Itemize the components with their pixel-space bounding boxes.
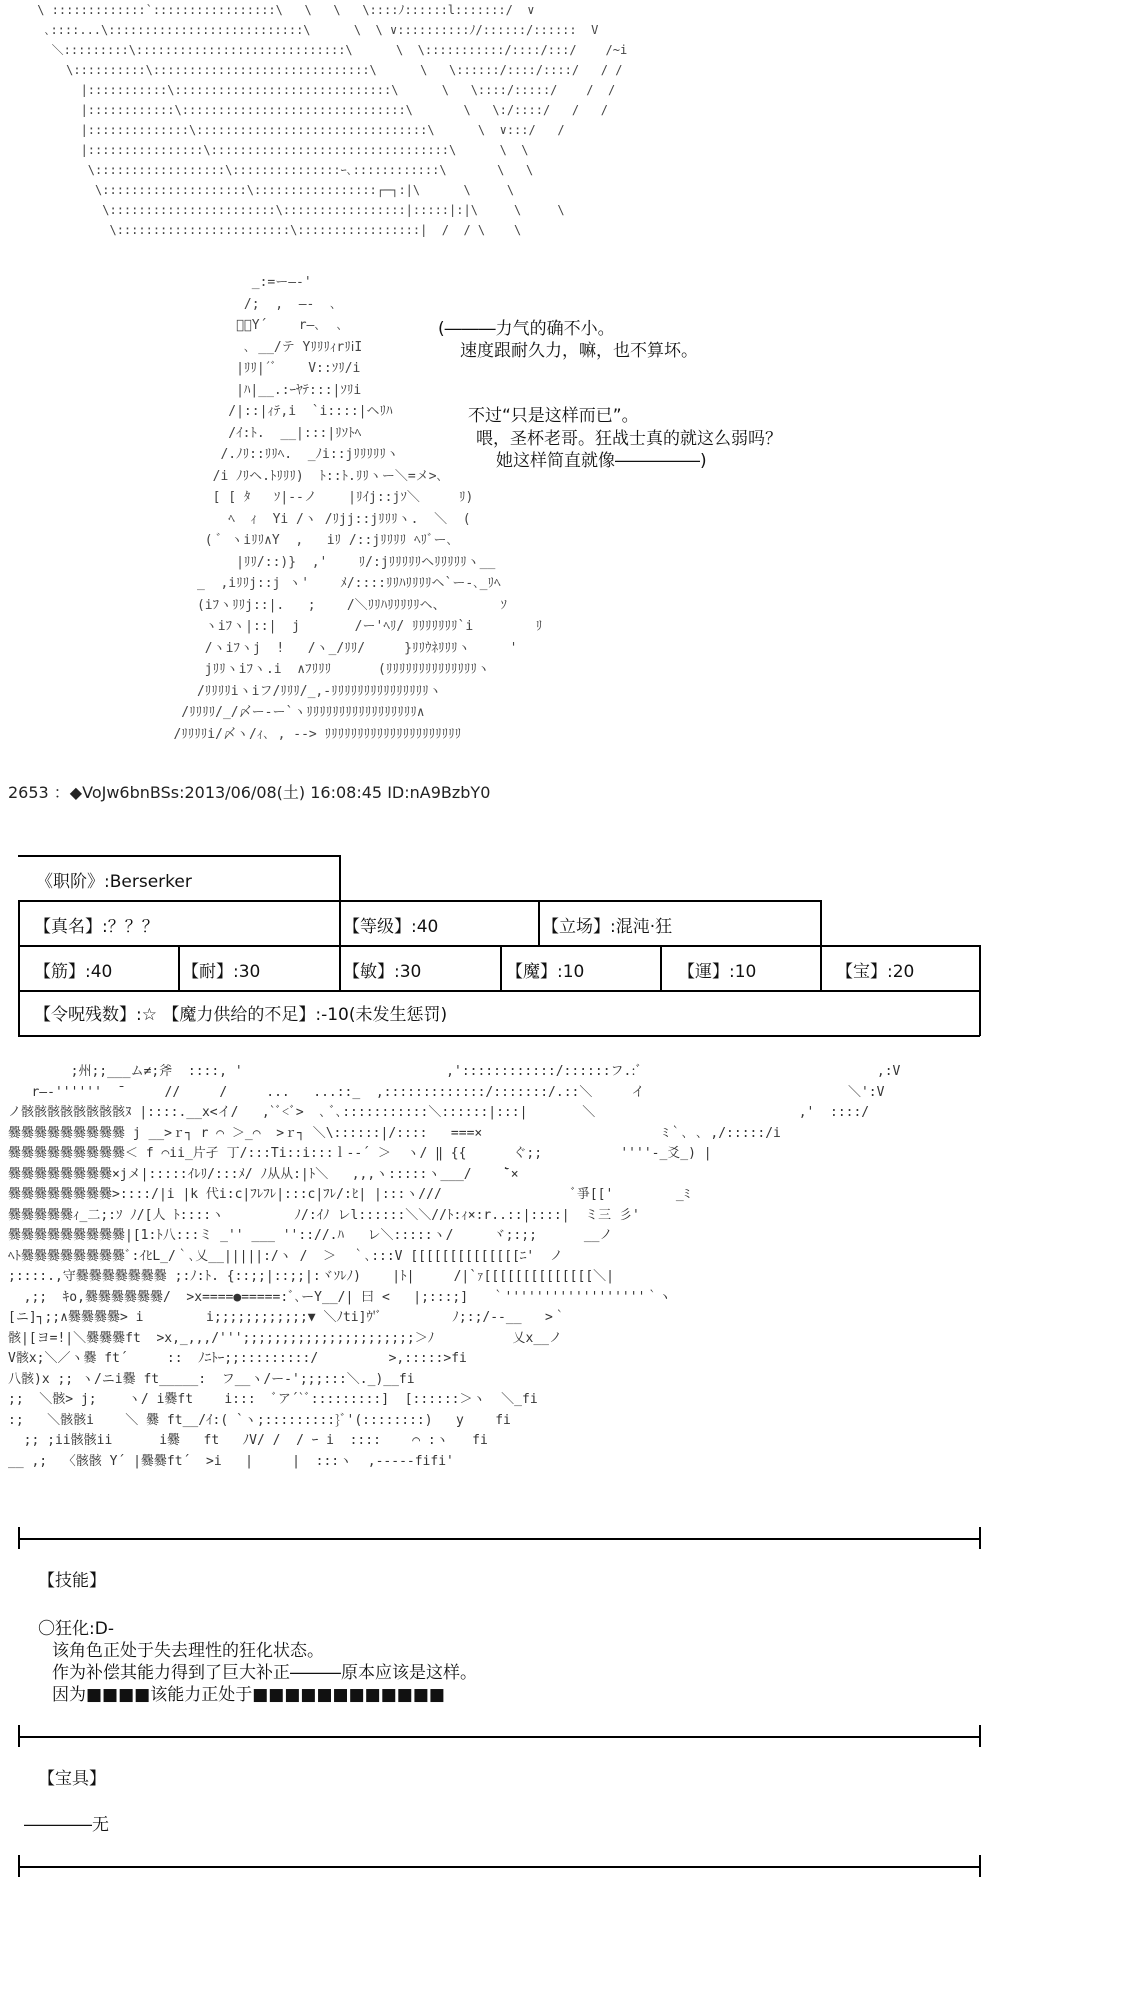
status-luck: 【運】:10 — [678, 962, 757, 982]
section-rule — [18, 1736, 980, 1738]
table-rule — [979, 990, 981, 1036]
noble-phantasm-value: ――――无 — [24, 1815, 109, 1835]
section-rule — [979, 1855, 981, 1877]
status-noble-phantasm: 【宝】:20 — [836, 962, 915, 982]
dialogue-line: 不过“只是这样而已”。 — [468, 406, 639, 426]
section-rule — [18, 1855, 20, 1877]
status-command-spells: 【令呪残数】:☆ 【魔力供给的不足】:-10(未发生惩罚) — [34, 1005, 448, 1025]
section-rule — [979, 1527, 981, 1549]
skill-desc-line: 因为■■■■该能力正处于■■■■■■■■■■■■ — [52, 1685, 445, 1705]
status-magic: 【魔】:10 — [506, 962, 585, 982]
table-rule — [660, 945, 662, 991]
status-class: 《职阶》:Berserker — [36, 872, 192, 892]
section-rule — [18, 1527, 20, 1549]
ascii-art-top: \ :::::::::::::`:::::::::::::::::\ \ \ \::::ﾉ::::::l:::::::/ ∨ ､::::...\:::::::::::::::::::::::::::\ \ \ ∨::::::::::ﾉ/::::::/:::::: V ＼:::::::::\:::::::::::::::::::::::::::::\ \ \:::::::::::/::::/:::/ /~i \::::::::::\::::::::::::::::::::::::::::::\ \ \::::::/::::/::::/ / / |:::::::::::\::::::::::::::::::::::::::::::\ \ \::::/:::::/ / / |::::::::::::\:::::::::::::::::::::::::::::::\ \ \:/::::/ / / |::::::::::::::\::::::::::::::::::::::::::::::::\ \ ∨:::/ / |::::::::::::::::\:::::::::::::::::::::::::::::::::\ \ \ \::::::::::::::::::\:::::::::::::::ｰ､::::::::::::\ \ \ \::::::::::::::::::::\:::::::::::::::::┌─┐:|\ \ \ \:::::::::::::::::::::::\:::::::::::::::::|:::::|:|\ \ \ \::::::::::::::::::::::::\:::::::::::::::::| / / \ \ — [37, 3, 628, 237]
table-rule — [820, 900, 822, 946]
table-rule — [18, 900, 820, 902]
status-level: 【等级】:40 — [343, 917, 439, 937]
skill-desc-line: 作为补偿其能力得到了巨大补正―――原本应该是这样。 — [52, 1663, 477, 1683]
table-rule — [339, 855, 341, 901]
dialogue-line: 速度跟耐久力，嘛，也不算坏。 — [460, 341, 698, 361]
ascii-art-battle: ;州;;___ム≠;斧 ::::, ' ,'::::::::::::/::::::フ.:ﾞ ,:V r―-'''''' ̄ // / ... ...::_ ,:::::::::::::/:::::::/.::＼ イ ＼':V ノ骸骸骸骸骸骸骸骸ﾇ |::::.__x<イ/ ,`ﾞ<ﾞ> ､ ﾞ､:::::::::::＼::::::|:::| ＼ ,' ::::/ 爨爨爨爨爨爨爨爨爨 j __>ｒ┐ r ⌒ ＞_⌒ >ｒ┐ ＼\::::::|/:::: ===× ﾐ｀､ ､ ,/:::::/i 爨爨爨爨爨爨爨爨爨＜ f ⌒ii_片孑 丁/:::Ti::i:::ｌ--´ ＞ ヽ/ ‖ {{ ぐ;; ''''-_爻_) | 爨爨爨爨爨爨爨爨×jメ|:::::ｲﾚﾘ/:::ﾒ/ ﾉ从从:|ﾄ＼ ,,,ヽ:::::ヽ___/ ̄`× 爨爨爨爨爨爨爨爨>::::/|i |k 代i:c|ﾌﾚﾌﾚ|:::c|ﾌﾚ/:ﾋ| |:::ヽ/// ﾞ爭[[' _ﾐ 爨爨爨爨爨ｨ_二;:ｿ ﾉ/[人 ﾄ::::ヽ ﾉ/:ｲﾉ レl::::::＼＼//ﾄ:ｨ×:r..::|::::| ミ三 彡' 爨爨爨爨爨爨爨爨爨|[1:ﾄ八:::ミ _'' ___ '':://.ﾊ レ＼:::::ヽ/ ヾ;:;; __ノ ﾍﾄ爨爨爨爨爨爨爨爨ﾞ:ｲﾋL_/｀､乂__|||||:/ヽ / ＞ ｀､:::V [[[[[[[[[[[[[[ﾆ' ノ ;::::.,守爨爨爨爨爨爨爨 ;:ﾉ:ﾄ. {::;;|::;;|:ヾｿﾚﾉ) |ﾄ| /|`ｧ[[[[[[[[[[[[[[＼| ,;; ｷo,爨爨爨爨爨爨/ >x====●=====:ﾞ､ーY__/| 曰 < |;:::;] ｀''''''''''''''''''｀ヽ [ニ]┐;;∧爨爨爨爨> i i;;;;;;;;;;;;▼ ＼ﾉti]ｳ'ﾞ ﾉ;:;/--__ >｀ 骸|[ヨ=!|＼爨爨爨ft >x,_,,,/''';;;;;;;;;;;;;;;;;;;;;;＞ﾉ 乂x__ノ V骸x;＼／ヽ爨 ft´ :: ﾉﾆﾄｰ;;:::::::::/ >,:::::>fi 八骸)x ;; ヽ/ニi爨 ft_____: フ__ヽ/ー-';;;:::＼._)__fi ;; ＼骸> j; ヽ/ i爨ft i::: ﾞア´`ﾞ:::::::::] [::::::＞ヽ ＼_fi :; ＼骸骸i ＼ 爨 ft__/ｲ:( `ヽ;:::::::::}ﾞ'(::::::::) y fi ;; ;ii骸骸ii i爨 ft ﾉV/ / / ｰ i :::: ⌒ :ヽ fi __ ,; 〈骸骸 Y´ |爨爨ft´ >i | | :::ヽ ,-----fifi' — [8, 1064, 901, 1469]
noble-phantasm-title: 【宝具】 — [38, 1769, 106, 1789]
status-true-name: 【真名】:？？？ — [34, 917, 159, 937]
status-strength: 【筋】:40 — [34, 962, 113, 982]
section-rule — [18, 1538, 980, 1540]
status-endurance: 【耐】:30 — [182, 962, 261, 982]
section-rule — [18, 1866, 980, 1868]
dialogue-line: (―――力气的确不小。 — [438, 319, 615, 339]
table-rule — [339, 945, 341, 991]
dialogue-line: 她这样简直就像―――――) — [496, 451, 707, 471]
dialogue-line: 喂，圣杯老哥。狂战士真的就这么弱吗？ — [476, 429, 782, 449]
table-rule — [18, 855, 340, 857]
section-rule — [979, 1725, 981, 1747]
skill-name: 〇狂化:D- — [38, 1619, 114, 1639]
skills-title: 【技能】 — [38, 1571, 106, 1591]
table-rule — [18, 945, 980, 947]
table-rule — [18, 900, 20, 946]
table-rule — [538, 900, 540, 946]
table-rule — [500, 945, 502, 991]
table-rule — [18, 990, 980, 992]
status-alignment: 【立场】:混沌·狂 — [542, 917, 673, 937]
table-rule — [18, 1035, 980, 1037]
table-rule — [178, 945, 180, 991]
section-rule — [18, 1725, 20, 1747]
table-rule — [18, 945, 20, 991]
ascii-art-figure: _:=ー―‐' /; , ―- ､ ﾞ､Y´ r―､ ､ ､ __/テ YﾘﾘﾘｨrﾘⅰI |ﾘﾘ|´ﾞ V::ｿﾘ/i |ﾊ|__.:ｰﾔﾃ:::|ｿﾘi /|::|ｨﾃ,i `i::::|ヘﾘﾊ /ｲ:ﾄ. __|:::|ﾘｿﾄﾍ /.ﾉﾘ::ﾘﾘﾍ. _ﾉi::jﾘﾘﾘﾘﾘヽ /i ﾉﾘヘ.ﾄﾘﾘﾘ) ﾄ::ﾄ.ﾘﾘヽー＼=メ>､ [ [ ﾀ ｿ|--ノ |ﾘｲj::jｿ＼ ﾘ) ﾍ ｨ Yi /ヽ /ﾘjj::jﾘﾘﾘヽ. ＼ ( ( ﾞ ヽiﾘﾘ∧Y , iﾘ /::jﾘﾘﾘﾘ ﾍﾘﾞー､ |ﾘﾘ/::)} ,' ﾘ/:jﾘﾘﾘﾘﾘヘﾘﾘﾘﾘﾘヽ__ _ ,iﾘﾘj::j ヽ' ﾒ/::::ﾘﾘﾊﾘﾘﾘﾘヘ`ー-､_ﾘﾍ (iﾌヽﾘﾘj::|. ; /＼ﾘﾘﾊﾘﾘﾘﾘﾘヘ、 ｿ ヽiﾌヽ|::| j /ー'ﾍﾘ/ ﾘﾘﾘﾘﾘﾘﾘ`i ﾘ /ヽiﾌヽj ! /ヽ_/ﾘﾘ/ }ﾘﾘｳﾈﾘﾘﾘヽ ' jﾘﾘヽiﾌヽ.i ∧ﾌﾘﾘﾘ (ﾘﾘﾘﾘﾘﾘﾘﾘﾘﾘﾘﾘﾘﾘヽ /ﾘﾘﾘﾘiヽiフ/ﾘﾘﾘ/_,-ﾘﾘﾘﾘﾘﾘﾘﾘﾘﾘﾘﾘﾘﾘﾘヽ /ﾘﾘﾘﾘ/_/〆ー-ー`ヽﾘﾘﾘﾘﾘﾘﾘﾘﾘﾘﾘﾘﾘﾘﾘﾘﾘ∧ /ﾘﾘﾘﾘi/〆ヽ/ｨ､ , --> ﾘﾘﾘﾘﾘﾘﾘﾘﾘﾘﾘﾘﾘﾘﾘﾘﾘﾘﾘﾘﾘ — [173, 275, 543, 742]
table-rule — [18, 990, 20, 1036]
table-rule — [339, 900, 341, 946]
status-agility: 【敏】:30 — [343, 962, 422, 982]
skill-desc-line: 该角色正处于失去理性的狂化状态。 — [52, 1641, 324, 1661]
table-rule — [979, 945, 981, 991]
table-rule — [820, 945, 822, 991]
post-header: 2653 ：◆VoJw6bnBSs:2013/06/08(土) 16:08:45 ID:nA9BzbY0 — [8, 783, 491, 802]
